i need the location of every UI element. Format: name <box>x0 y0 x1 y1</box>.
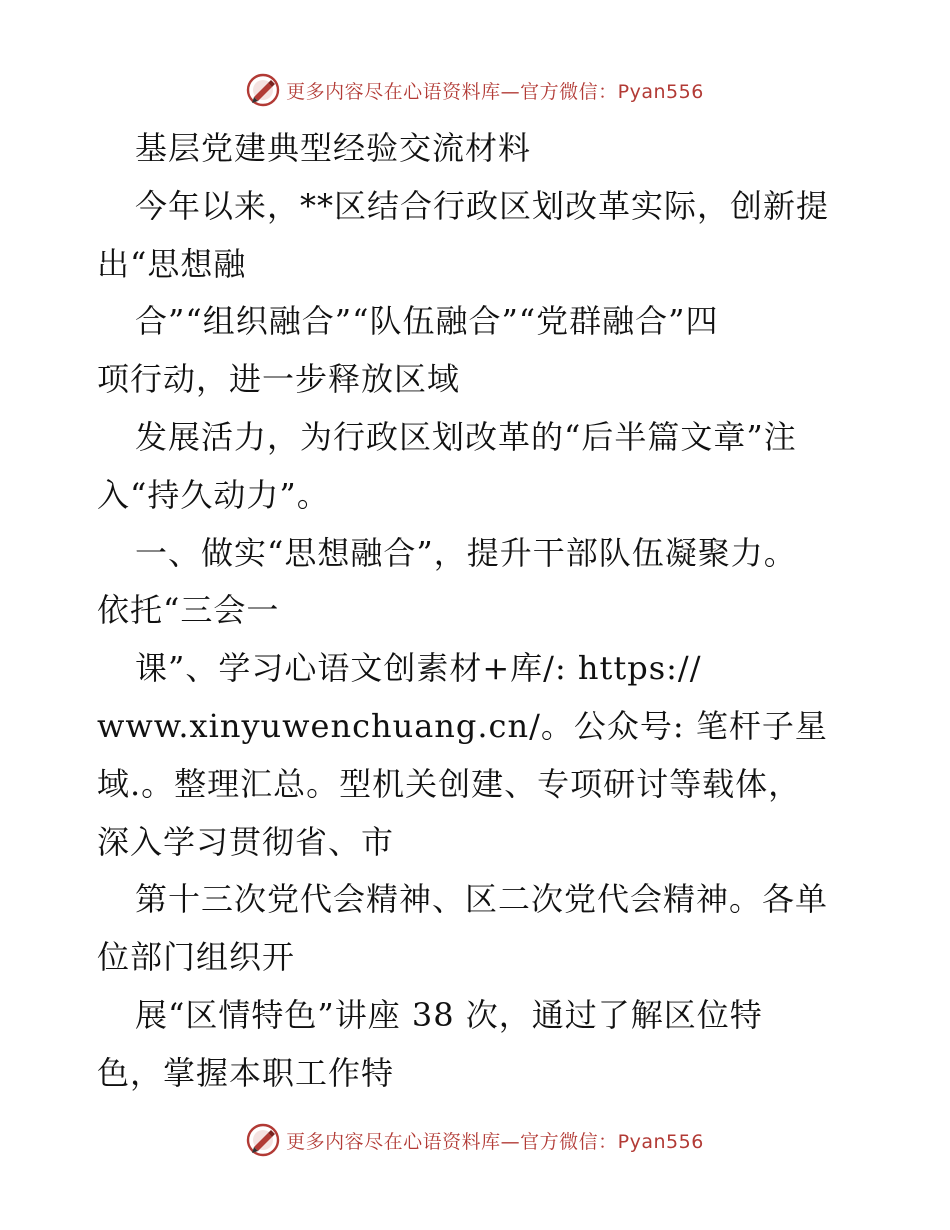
header-banner-text: 更多内容尽在心语资料库—官方微信：Pyan556 <box>286 80 704 103</box>
seal-logo-icon <box>246 1123 280 1157</box>
text-line: 项行动，进一步释放区域 <box>97 360 461 399</box>
text-line: 课”、学习心语文创素材+库/: https:// <box>135 649 702 688</box>
text-line: 基层党建典型经验交流材料 <box>135 129 532 167</box>
text-line: 展“区情特色”讲座 38 次，通过了解区位特 <box>135 995 763 1034</box>
text-line: 今年以来，**区结合行政区划改革实际，创新提 <box>135 186 830 225</box>
text-line: 深入学习贯彻省、市 <box>97 822 395 861</box>
text-line: 合”“组织融合”“队伍融合”“党群融合”四 <box>135 302 719 341</box>
text-line: www.xinyuwenchuang.cn/。公众号: 笔杆子星 <box>97 706 828 745</box>
text-line: 出“思想融 <box>97 244 247 283</box>
text-line: 色，掌握本职工作特 <box>97 1053 395 1092</box>
text-line: 依托“三会一 <box>97 591 280 630</box>
footer-banner <box>0 1118 950 1162</box>
text-line: 第十三次党代会精神、区二次党代会精神。各单 <box>135 880 829 919</box>
seal-logo-icon <box>246 73 280 107</box>
header-banner <box>0 68 950 112</box>
text-line: 一、做实“思想融合”，提升干部队伍凝聚力。 <box>135 533 797 572</box>
document-body <box>97 120 867 1103</box>
footer-banner-text: 更多内容尽在心语资料库—官方微信：Pyan556 <box>286 1130 704 1153</box>
text-line: 域.。整理汇总。型机关创建、专项研讨等载体， <box>97 764 802 803</box>
text-line: 入“持久动力”。 <box>97 475 330 514</box>
text-line: 位部门组织开 <box>97 938 296 977</box>
text-line: 发展活力，为行政区划改革的“后半篇文章”注 <box>135 417 797 456</box>
